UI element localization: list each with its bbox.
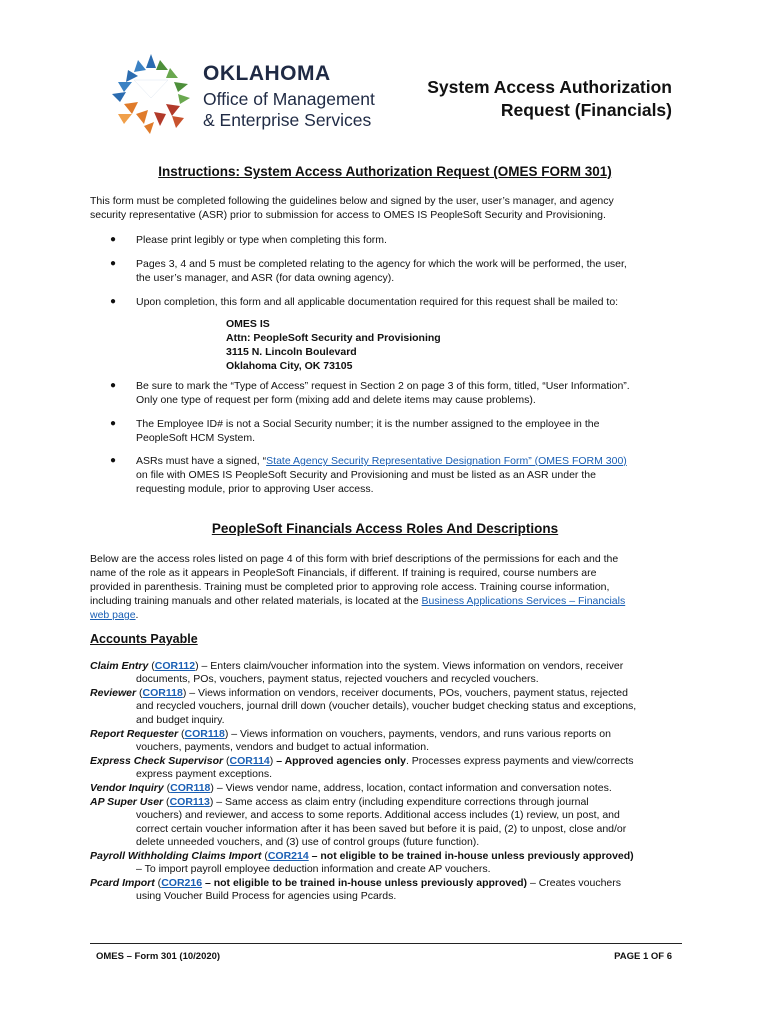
role-desc: – Same access as claim entry (including expenditure corrections through journal bbox=[213, 796, 589, 808]
role-desc: . Processes express payments and view/corrects bbox=[405, 755, 634, 767]
bullet-text bbox=[136, 454, 676, 496]
address-line: OMES IS bbox=[226, 318, 270, 330]
roles-intro-line: Below are the access roles listed on page 4 of this form with brief descriptions of the permissions for each and the bbox=[90, 553, 619, 565]
bullet-text bbox=[136, 379, 676, 407]
intro-line: This form must be completed following the guidelines below and signed by the user, user’s manager, and agency bbox=[90, 195, 614, 207]
role-desc: using Voucher Build Process for agencies using Pcards. bbox=[136, 890, 397, 903]
bullet-line: the user’s manager, and ASR (for data owning agency). bbox=[136, 272, 395, 284]
role-desc: correct certain voucher information after it has been saved but before it is paid, (2) to unpost, close and/or bbox=[136, 822, 627, 835]
role-name: Report Requester bbox=[90, 728, 179, 740]
role-desc: – Views information on vouchers, payments, vendors, and runs various reports on bbox=[228, 728, 611, 740]
roles-intro-line: provided in parenthesis. Training must be completed prior to approving role access. Training course information, bbox=[90, 581, 610, 593]
document-title-line1: System Access Authorization bbox=[427, 77, 672, 97]
course-link[interactable]: COR114 bbox=[229, 755, 270, 767]
footer-form-id: OMES – Form 301 (10/2020) bbox=[96, 951, 221, 962]
bullet-line: on file with OMES IS PeopleSoft Security and Provisioning and must be listed as an ASR under the bbox=[136, 469, 596, 481]
role-express-check-supervisor: Express Check Supervisor (COR114) – Approved agencies only. Processes express payments and view/corrects express payment exceptions. bbox=[90, 755, 682, 782]
role-note: – not eligible to be trained in-house unless previously approved) bbox=[202, 877, 528, 889]
address-line: Attn: PeopleSoft Security and Provisioning bbox=[226, 332, 441, 344]
bullet-line: requesting module, prior to approving User access. bbox=[136, 483, 374, 495]
role-reviewer: Reviewer (COR118) – Views information on vendors, receiver documents, POs, vouchers, payment status, rejected and recycled vouchers, journal drill down (voucher details), voucher budget checking status and exceptions, and budget inquiry. bbox=[90, 687, 682, 727]
footer-divider bbox=[90, 943, 682, 944]
role-desc: – Views vendor name, address, location, contact information and conversation notes. bbox=[213, 782, 612, 794]
role-desc: delete unneeded vouchers, and (3) use of control groups (future function). bbox=[136, 836, 480, 849]
role-desc: and recycled vouchers, journal drill down (voucher details), voucher budget checking status and exceptions, bbox=[136, 700, 637, 713]
logo-name: OKLAHOMA bbox=[203, 62, 331, 85]
bullet-text: Upon completion, this form and all applicable documentation required for this request shall be mailed to: bbox=[136, 296, 619, 308]
bullet-icon: ● bbox=[110, 380, 117, 391]
role-pcard-import: Pcard Import (COR216 – not eligible to be trained in-house unless previously approved) – Creates vouchers using Voucher Build Process for agencies using Pcards. bbox=[90, 877, 682, 904]
bullet-line: Pages 3, 4 and 5 must be completed relating to the agency for which the work will be performed, the user, bbox=[136, 258, 627, 270]
role-desc: vouchers, payments, vendors and budget to actual information. bbox=[136, 741, 430, 754]
role-name: AP Super User bbox=[90, 796, 164, 808]
role-ap-super-user: AP Super User (COR113) – Same access as claim entry (including expenditure corrections through journal vouchers) and reviewer, and access to some reports. Additional access includes (1) review, un post, and correct certain voucher information after it has been saved but before it is paid, (2) to unpost, close and/or delete unneeded vouchers, and (3) use of control groups (future function). bbox=[90, 796, 682, 850]
address-line: Oklahoma City, OK 73105 bbox=[226, 360, 353, 372]
footer-page-number: PAGE 1 OF 6 bbox=[614, 951, 672, 962]
bullet-line: PeopleSoft HCM System. bbox=[136, 432, 256, 444]
roles-heading: PeopleSoft Financials Access Roles And Descriptions bbox=[211, 521, 559, 536]
bullet-icon: ● bbox=[110, 418, 117, 429]
role-name: Pcard Import bbox=[90, 877, 155, 889]
role-claim-entry: Claim Entry (COR112) – Enters claim/voucher information into the system. Views information on vendors, receiver documents, POs, vouchers, payment status, rejected vouchers and recycled vouchers. bbox=[90, 660, 682, 687]
bullet-text-pre: ASRs must have a signed, “ bbox=[136, 455, 267, 467]
role-name: Reviewer bbox=[90, 687, 137, 699]
role-desc: – Enters claim/voucher information into the system. Views information on vendors, receiver bbox=[198, 660, 624, 672]
bullet-text bbox=[136, 257, 676, 285]
role-desc: – Views information on vendors, receiver documents, POs, vouchers, payment status, rejected bbox=[186, 687, 628, 699]
role-name: Payroll Withholding Claims Import bbox=[90, 850, 262, 862]
intro-line: security representative (ASR) prior to submission for access to OMES IS PeopleSoft Security and Provisioning. bbox=[90, 209, 606, 221]
role-desc: – Creates vouchers bbox=[527, 877, 621, 889]
course-link[interactable]: COR216 bbox=[161, 877, 203, 889]
omes-logo bbox=[108, 52, 408, 136]
course-link[interactable]: COR118 bbox=[170, 782, 211, 794]
roles-intro-text: . bbox=[135, 609, 139, 621]
bullet-icon: ● bbox=[110, 258, 117, 269]
instructions-intro bbox=[90, 194, 680, 222]
bullet-line: The Employee ID# is not a Social Security number; it is the number assigned to the employee in the bbox=[136, 418, 600, 430]
course-link[interactable]: COR214 bbox=[267, 850, 309, 862]
role-note: – Approved agencies only bbox=[273, 755, 406, 767]
document-title bbox=[372, 76, 672, 122]
logo-line-enterprise: & Enterprise Services bbox=[203, 110, 372, 130]
role-payroll-withholding-claims-import: Payroll Withholding Claims Import (COR214 – not eligible to be trained in-house unless previously approved) – To import payroll employee deduction information and create AP vouchers. bbox=[90, 850, 682, 877]
address-line: 3115 N. Lincoln Boulevard bbox=[226, 346, 357, 358]
role-desc: vouchers) and reviewer, and access to some reports. Additional access includes (1) review, un post, and bbox=[136, 809, 620, 822]
roles-intro-line bbox=[90, 608, 680, 622]
bullet-line bbox=[136, 454, 676, 468]
accounts-payable-heading: Accounts Payable bbox=[90, 632, 198, 646]
roles-intro-line: name of the role as it appears in PeopleSoft Financials, if different. If training is required, course numbers are bbox=[90, 567, 597, 579]
role-name: Claim Entry bbox=[90, 660, 149, 672]
oklahoma-star-icon bbox=[108, 52, 194, 136]
role-note: – not eligible to be trained in-house unless previously approved) bbox=[308, 850, 634, 862]
bullet-line: Be sure to mark the “Type of Access” request in Section 2 on page 3 of this form, titled, “User Information”. bbox=[136, 380, 630, 392]
bullet-text: Please print legibly or type when completing this form. bbox=[136, 234, 387, 246]
role-vendor-inquiry: Vendor Inquiry (COR118) – Views vendor name, address, location, contact information and conversation notes. bbox=[90, 782, 612, 794]
web-page-link[interactable]: web page bbox=[90, 609, 136, 621]
bullet-icon: ● bbox=[110, 455, 117, 466]
role-name: Express Check Supervisor bbox=[90, 755, 224, 767]
role-report-requester: Report Requester (COR118) – Views information on vouchers, payments, vendors, and runs various reports on vouchers, payments, vendors and budget to actual information. bbox=[90, 728, 682, 755]
instructions-heading: Instructions: System Access Authorization Request (OMES FORM 301) bbox=[158, 164, 612, 179]
role-desc: express payment exceptions. bbox=[136, 768, 272, 781]
roles-intro-text: including training manuals and other related materials, is located at the bbox=[90, 595, 422, 607]
mailing-address bbox=[226, 317, 441, 373]
logo-line-office: Office of Management bbox=[203, 89, 375, 109]
asr-designation-form-link[interactable]: State Agency Security Representative Designation Form” (OMES FORM 300) bbox=[266, 455, 627, 467]
roles-intro bbox=[90, 552, 680, 622]
business-applications-link[interactable]: Business Applications Services – Financials bbox=[421, 595, 626, 607]
role-desc: and budget inquiry. bbox=[136, 713, 225, 726]
role-desc: – To import payroll employee deduction information and create AP vouchers. bbox=[136, 863, 491, 876]
roles-intro-line bbox=[90, 594, 680, 608]
role-desc: documents, POs, vouchers, payment status, rejected vouchers and recycled vouchers. bbox=[136, 673, 539, 686]
bullet-text bbox=[136, 417, 676, 445]
bullet-icon: ● bbox=[110, 234, 117, 245]
course-link[interactable]: COR118 bbox=[184, 728, 225, 740]
role-name: Vendor Inquiry bbox=[90, 782, 164, 794]
course-link[interactable]: COR113 bbox=[169, 796, 210, 808]
bullet-line: Only one type of request per form (mixing add and delete items may cause problems). bbox=[136, 394, 536, 406]
document-title-line2: Request (Financials) bbox=[500, 100, 672, 120]
course-link[interactable]: COR118 bbox=[142, 687, 183, 699]
bullet-icon: ● bbox=[110, 296, 117, 307]
course-link[interactable]: COR112 bbox=[154, 660, 196, 672]
